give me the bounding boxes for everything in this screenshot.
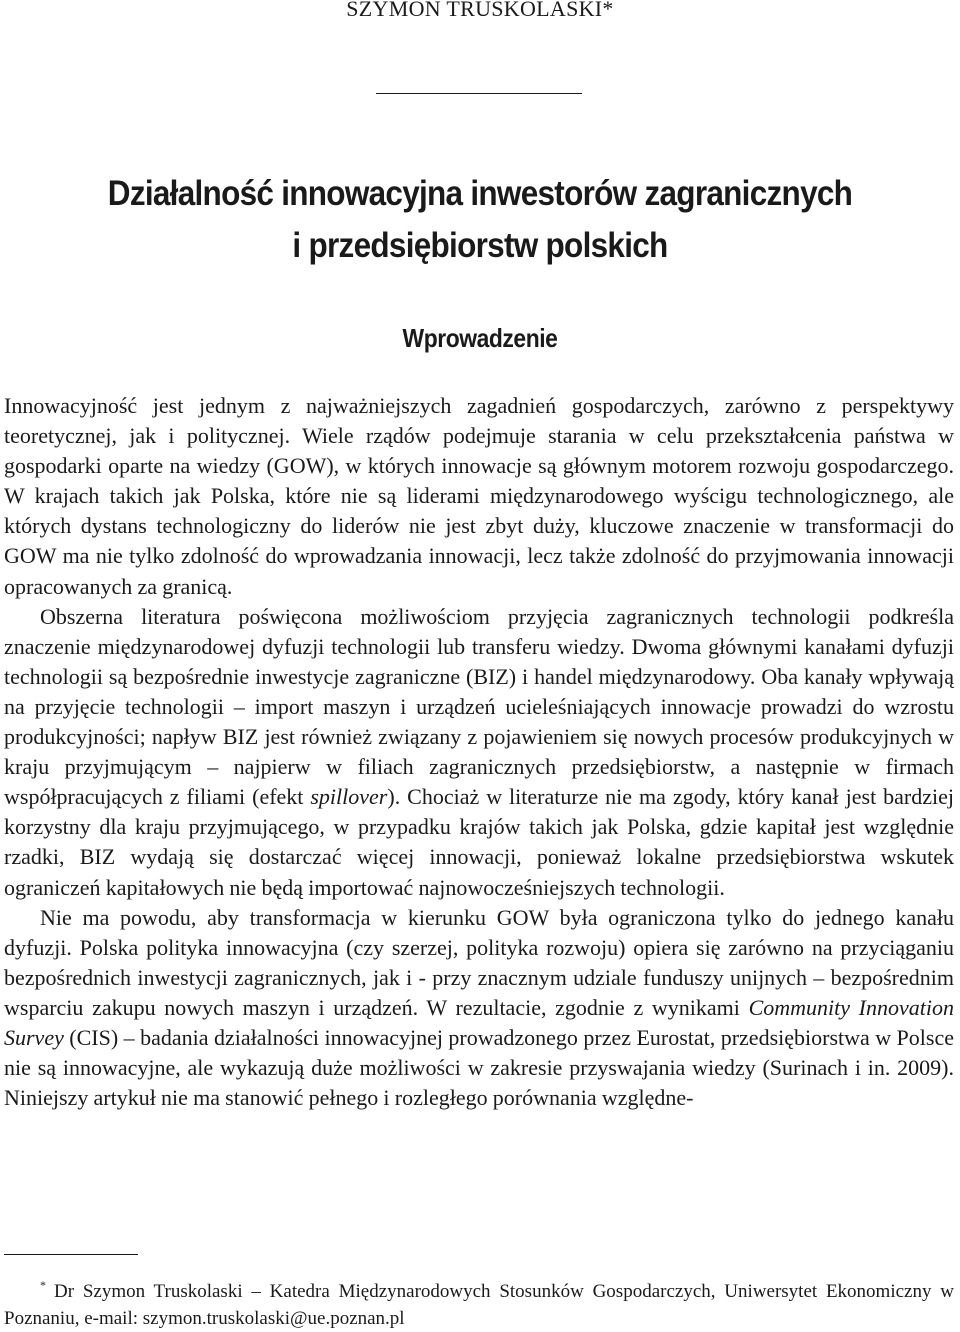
body-text [4, 391, 954, 1113]
article-title-line-2: i przedsiębiorstw polskich [292, 226, 668, 265]
paragraph-3-part-b: (CIS) – badania działalności innowacyjnej prowadzonego przez Eurostat, przedsiębiorstwa w Polsce nie są innowacyjne, ale wykazują duże możliwości w zakresie przyswajania wiedzy (Surinach i in. 2009). Niniejszy artykuł nie ma stanowić pełnego i rozległego porównania względne- [4, 1024, 954, 1111]
paragraph-1: Innowacyjność jest jednym z najważniejszych zagadnień gospodarczych, zarówno z perspektywy teoretycznej, jak i politycznej. Wiele rządów podejmuje starania w celu przekształcenia państwa w gospodarki oparte na wiedzy (GOW), w których innowacje są głównym motorem rozwoju gospodarczego. W krajach takich jak Polska, które nie są liderami międzynarodowego wyścigu technologicznego, ale których dystans technologiczny do liderów nie jest zbyt duży, kluczowe znaczenie w transformacji do GOW ma nie tylko zdolność do wprowadzania innowacji, lecz także zdolność do przyjmowania innowacji opracowanych za granicą. [4, 393, 954, 599]
paragraph-3-italic-term: Community Innovation Survey [4, 994, 954, 1050]
author-name: SZYMON TRUSKOLASKI* [346, 0, 614, 21]
paragraph-3-part-a: Nie ma powodu, aby transformacja w kierunku GOW była ograniczona tylko do jednego kanału dyfuzji. Polska polityka innowacyjna (czy szerzej, polityka rozwoju) opiera się zarówno na przyciąganiu bezpośrednich inwestycji zagranicznych, jak i - przy znacznym udziale funduszy unijnych – bezpośrednim wsparciu zakupu nowych maszyn i urządzeń. W rezultacie, zgodnie z wynikami [4, 904, 954, 1020]
section-heading: Wprowadzenie [402, 323, 558, 353]
footnote-marker: * [40, 1278, 46, 1292]
footnote-text: Dr Szymon Truskolaski – Katedra Międzynarodowych Stosunków Gospodarczych, Uniwersytet Ekonomiczny w Poznaniu, e-mail: szymon.truskolaski@ue.poznan.pl [4, 1281, 954, 1329]
paragraph-2-part-a: Obszerna literatura poświęcona możliwościom przyjęcia zagranicznych technologii podkreśla znaczenie międzynarodowej dyfuzji technologii lub transferu wiedzy. Dwoma głównymi kanałami dyfuzji technologii są bezpośrednie inwestycje zagraniczne (BIZ) i handel międzynarodowy. Oba kanały wpływają na przyjęcie technologii – import maszyn i urządzeń ucieleśniających innowacje prowadzi do wzrostu produkcyjności; napływ BIZ jest również związany z pojawieniem się nowych procesów produkcyjnych w kraju przyjmującym – najpierw w filiach zagranicznych przedsiębiorstw, a następnie w firmach współpracujących z filiami (efekt [4, 603, 954, 810]
footnote [4, 1272, 954, 1332]
paragraph-2-italic-term: spillover [310, 784, 388, 810]
paragraph-3 [4, 903, 954, 1114]
footnote-divider [4, 1254, 138, 1255]
paragraph-2-part-b: ). Chociaż w literaturze nie ma zgody, który kanał jest bardziej korzystny dla kraju przyjmującego, w przypadku krajów takich jak Polska, gdzie kapitał jest względnie rzadki, BIZ wydają się dostarczać więcej innowacji, ponieważ lokalne przedsiębiorstwa wskutek ograniczeń kapitałowych nie będą importować najnowocześniejszych technologii. [4, 784, 954, 900]
article-title [48, 168, 912, 272]
article-title-line-1: Działalność innowacyjna inwestorów zagranicznych [107, 174, 853, 213]
paragraph-2 [4, 602, 954, 903]
author-divider [376, 93, 582, 94]
